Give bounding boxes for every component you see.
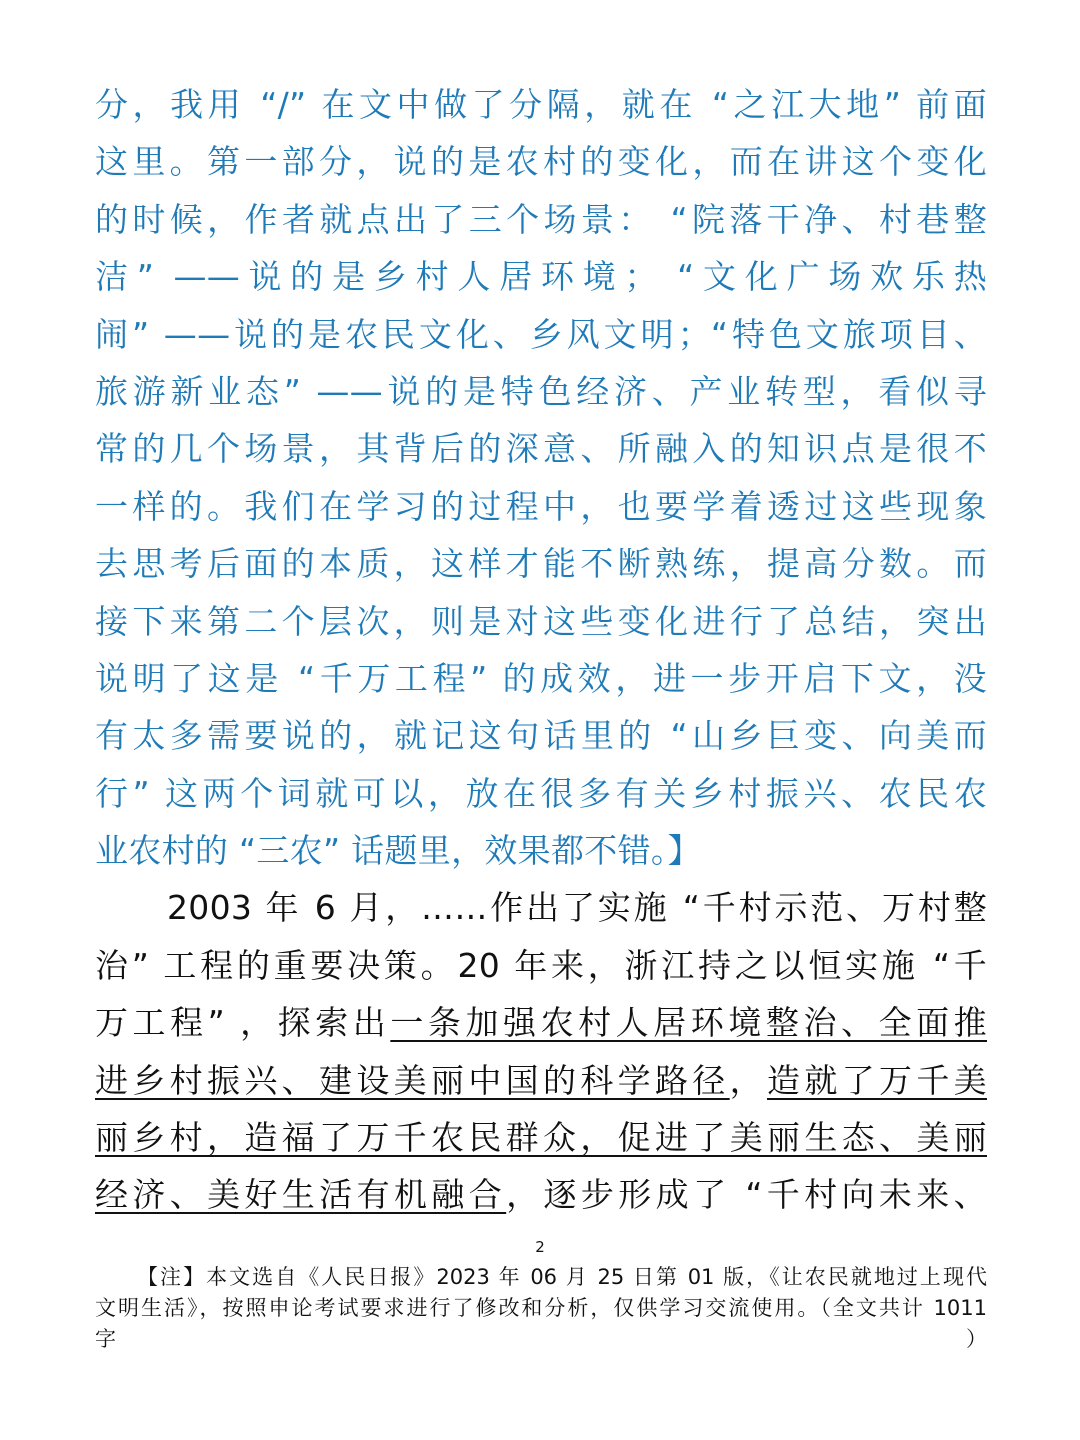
underlined-key-phrase: 一条加强农村人居环境整治、全面推 <box>390 1003 987 1043</box>
analysis-line: 洁” ——说的是乡村人居环境； “文化广场欢乐热 <box>95 257 987 297</box>
analysis-line: 常的几个场景，其背后的深意、所融入的知识点是很不 <box>95 429 987 469</box>
article-line <box>95 1166 987 1223</box>
analysis-line: 的时候，作者就点出了三个场景： “院落干净、村巷整 <box>95 199 987 239</box>
analysis-line: 接下来第二个层次，则是对这些变化进行了总结，突出 <box>95 601 987 641</box>
footnote <box>95 1262 987 1355</box>
underlined-key-phrase: 经济、美好生活有机融合 <box>95 1175 507 1215</box>
analysis-line: 行” 这两个词就可以，放在很多有关乡村振兴、农民农 <box>95 773 987 813</box>
analysis-line: 去思考后面的本质，这样才能不断熟练，提高分数。而 <box>95 544 987 584</box>
footnote-line: 字） <box>95 1327 987 1351</box>
footnote-line: 文明生活》，按照申论考试要求进行了修改和分析，仅供学习交流使用。（全文共计 1011 <box>95 1296 987 1320</box>
article-line <box>95 1052 987 1109</box>
document-body <box>95 76 987 1224</box>
analysis-line: 这里。第一部分，说的是农村的变化，而在讲这个变化 <box>95 142 987 182</box>
article-paragraph <box>95 879 987 1223</box>
article-text: ， <box>729 1060 768 1100</box>
footnote-line: 【注】本文选自《人民日报》2023 年 06 月 25 日第 01 版，《让农民就地过上现代 <box>137 1265 987 1289</box>
article-text: 万工程” ，探索出 <box>95 1003 391 1043</box>
analysis-line: 有太多需要说的，就记这句话里的 “山乡巨变、向美而 <box>95 716 987 756</box>
article-line: 2003 年 6 月，……作出了实施 “千村示范、万村整 <box>167 888 987 928</box>
underlined-key-phrase: 造就了万千美 <box>767 1060 987 1100</box>
analysis-line: 闹” ——说的是农民文化、乡风文明；“特色文旅项目、 <box>95 314 987 354</box>
underlined-key-phrase: 丽乡村，造福了万千农民群众，促进了美丽生态、美丽 <box>95 1118 987 1158</box>
analysis-line: 旅游新业态” ——说的是特色经济、产业转型，看似寻 <box>95 371 987 411</box>
article-line <box>95 1109 987 1166</box>
page-number: 2 <box>535 1238 545 1256</box>
article-text: ，逐步形成了 “千村向未来、 <box>506 1175 987 1215</box>
underlined-key-phrase: 进乡村振兴、建设美丽中国的科学路径 <box>95 1060 730 1100</box>
article-line <box>95 994 987 1051</box>
analysis-paragraph <box>95 76 987 879</box>
analysis-line: 说明了这是 “千万工程” 的成效，进一步开启下文，没 <box>95 658 987 698</box>
analysis-line: 分，我用 “/” 在文中做了分隔，就在 “之江大地” 前面 <box>95 85 987 124</box>
analysis-line: 业农村的 “三农” 话题里，效果都不错。】 <box>95 831 701 871</box>
analysis-line: 一样的。我们在学习的过程中，也要学着透过这些现象 <box>95 486 987 526</box>
article-line: 治” 工程的重要决策。20 年来，浙江持之以恒实施 “千 <box>95 945 987 985</box>
